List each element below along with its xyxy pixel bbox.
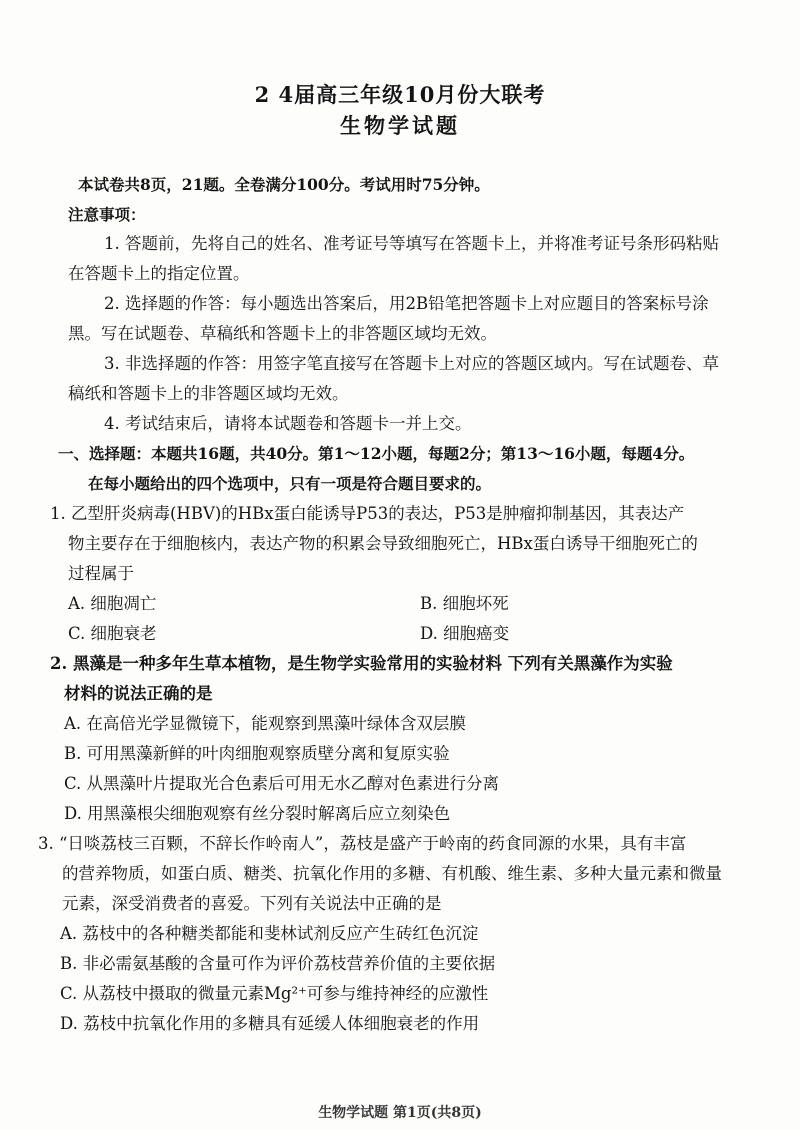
question-1-option-a: A. 细胞凋亡 (68, 594, 157, 613)
question-1-stem-line-2: 物主要存在于细胞核内，表达产物的积累会导致细胞死亡，HBx蛋白诱导干细胞死亡的 (68, 534, 698, 553)
page-footer: 生物学试题 第1页(共8页) (318, 1105, 482, 1121)
notice-item-1-line-1: 1. 答题前，先将自己的姓名、准考证号等填写在答题卡上，并将准考证号条形码粘贴 (104, 234, 719, 253)
notice-item-2-line-1: 2. 选择题的作答：每小题选出答案后，用2B铅笔把答题卡上对应题目的答案标号涂 (104, 294, 709, 313)
question-1-option-d: D. 细胞癌变 (420, 624, 510, 643)
question-2-stem-line-1: 2. 黑藻是一种多年生草本植物，是生物学实验常用的实验材料 下列有关黑藻作为实验 (50, 654, 673, 673)
question-1-option-b: B. 细胞坏死 (420, 594, 509, 613)
subject-title: 生物学试题 (340, 113, 460, 138)
notice-item-3-line-1: 3. 非选择题的作答：用签字笔直接写在答题卡上对应的答题区域内。写在试题卷、草 (104, 354, 719, 373)
question-3-stem-line-2: 的营养物质，如蛋白质、糖类、抗氧化作用的多糖、有机酸、维生素、多种大量元素和微量 (62, 864, 722, 883)
notice-item-1-line-2: 在答题卡上的指定位置。 (68, 264, 250, 283)
question-3-option-b: B. 非必需氨基酸的含量可作为评价荔枝营养价值的主要依据 (60, 954, 496, 973)
notice-item-4: 4. 考试结束后，请将本试题卷和答题卡一并上交。 (104, 414, 472, 433)
question-2-option-b: B. 可用黑藻新鲜的叶肉细胞观察质壁分离和复原实验 (64, 744, 450, 763)
notice-heading: 注意事项： (68, 205, 146, 224)
question-1-stem-line-1: 1. 乙型肝炎病毒(HBV)的HBx蛋白能诱导P53的表达，P53是肿瘤抑制基因，其表达产 (50, 504, 685, 523)
question-2-stem-line-2: 材料的说法正确的是 (64, 684, 213, 703)
question-1-stem-line-3: 过程属于 (68, 564, 134, 583)
question-3-option-d: D. 荔枝中抗氧化作用的多糖具有延缓人体细胞衰老的作用 (60, 1014, 480, 1033)
exam-title: 2 4届高三年级10月份大联考 (254, 82, 546, 107)
question-3-option-c: C. 从荔枝中摄取的微量元素Mg²⁺可参与维持神经的应激性 (60, 984, 489, 1003)
notice-item-3-line-2: 稿纸和答题卡上的非答题区域均无效。 (68, 384, 349, 403)
question-3-stem-line-3: 元素，深受消费者的喜爱。下列有关说法中正确的是 (62, 894, 442, 913)
exam-intro: 本试卷共8页，21题。全卷满分100分。考试用时75分钟。 (78, 175, 490, 194)
question-1-option-c: C. 细胞衰老 (68, 624, 157, 643)
notice-item-2-line-2: 黑。写在试题卷、草稿纸和答题卡上的非答题区域均无效。 (68, 324, 497, 343)
question-2-option-c: C. 从黑藻叶片提取光合色素后可用无水乙醇对色素进行分离 (64, 774, 500, 793)
section-heading: 一、选择题：本题共16题，共40分。第1～12小题，每题2分；第13～16小题，每题4分。 (58, 444, 695, 463)
question-3-stem-line-1: 3. “日啖荔枝三百颗，不辞长作岭南人”，荔枝是盛产于岭南的药食同源的水果，具有丰富 (38, 834, 687, 853)
question-2-option-d: D. 用黑藻根尖细胞观察有丝分裂时解离后应立刻染色 (64, 804, 451, 823)
question-3-option-a: A. 荔枝中的各种糖类都能和斐林试剂反应产生砖红色沉淀 (60, 924, 479, 943)
question-2-option-a: A. 在高倍光学显微镜下，能观察到黑藻叶绿体含双层膜 (64, 714, 466, 733)
section-instruction: 在每小题给出的四个选项中，只有一项是符合题目要求的。 (88, 474, 492, 493)
